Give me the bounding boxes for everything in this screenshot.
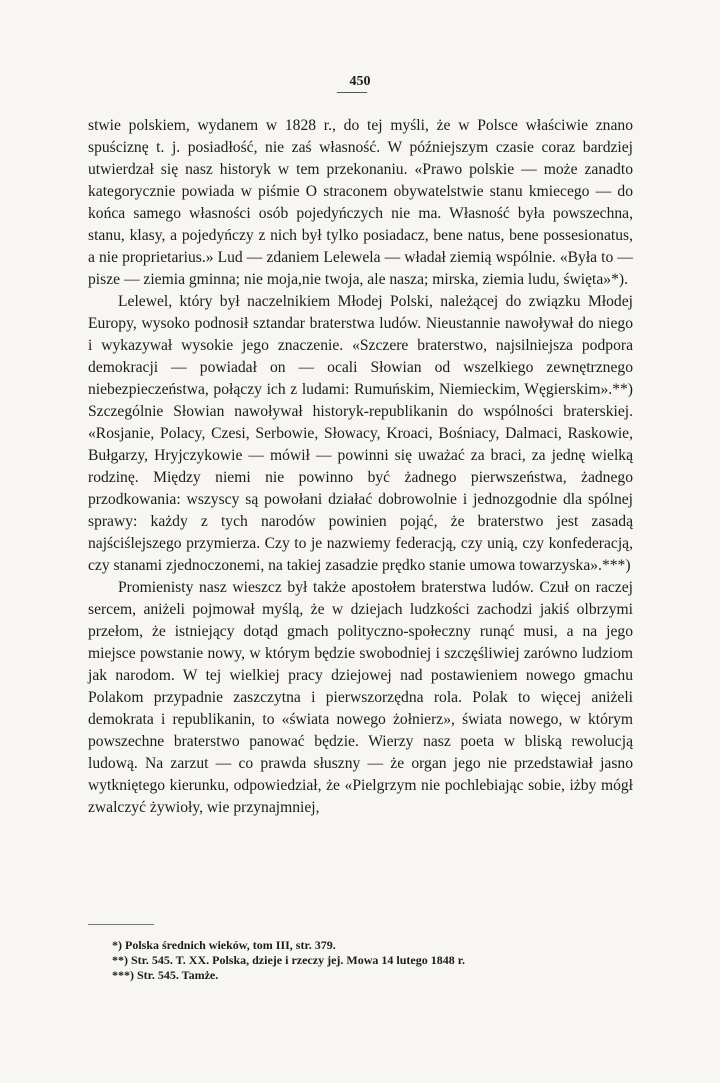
footnote-1: *) Polska średnich wieków, tom III, str. 379.: [112, 938, 336, 952]
paragraph-3: Promienisty nasz wieszcz był także apostołem braterstwa ludów. Czuł on raczej sercem, aniżeli pojmował myślą, że w dziejach ludzkości zachodzi jakiś olbrzymi przełom, że istniejący dotąd gmach polityczno-społeczny runąć musi, a na jego miejsce powstanie nowy, w którym będzie swobodniej i szczęśliwiej zarówno ludziom jak narodom. W tej wielkiej pracy dziejowej nad postawieniem nowego gmachu Polakom przypadnie zaszczytna i pierwszorzędna rola. Polak to więcej aniżeli demokrata i republikanin, to «świata nowego żołnierz», świata nowego, w którym powszechne braterstwo panować będzie. Wierzy nasz poeta w bliską rewolucją ludową. Na zarzut — co prawda słuszny — że organ jego nie przedstawiał jasno wytkniętego kierunku, odpowiedział, że «Pielgrzym nie pochlebiając sobie, iżby mógł zwalczyć żywioły, wie przynajmniej,: [88, 579, 633, 816]
header-rule: [337, 92, 367, 93]
paragraph-1: stwie polskiem, wydanem w 1828 r., do tej myśli, że w Polsce właściwie znano spuściznę t. j. posiadłość, nie zaś własność. W późniejszym czasie coraz bardziej utwierdzał się nasz historyk w tem przekonaniu. «Prawo polskie — może zanadto kategorycznie powiada w piśmie O straconem obywatelstwie stanu kmiecego — do końca samego własności osób pojedyńczych nie ma. Własność była powszechna, stanu, klasy, a pojedyńczy z nich był tylko posiadacz, bene natus, bene possesionatus, a nie proprietarius.» Lud — zdaniem Lelewela — władał ziemią wspólnie. «Była to — pisze — ziemia gminna; nie moja,nie twoja, ale nasza; mirska, ziemia ludu, święta»*).: [88, 117, 633, 288]
footnotes: [112, 938, 612, 983]
footnote-2: **) Str. 545. T. XX. Polska, dzieje i rzeczy jej. Mowa 14 lutego 1848 r.: [112, 953, 465, 967]
footnote-divider: [88, 924, 154, 925]
footnote-3: ***) Str. 545. Tamże.: [112, 968, 219, 982]
paragraph-2: Lelewel, który był naczelnikiem Młodej Polski, należącej do związku Młodej Europy, wysoko podnosił sztandar braterstwa ludów. Nieustannie nawoływał do niego i wykazywał wysokie jego znaczenie. «Szczere braterstwo, najsilniejsza podpora demokracji — powiadał on — ocali Słowian od wszelkiego zewnętrznego niebezpieczeństwa, połączy ich z ludami: Rumuńskim, Niemieckim, Węgierskim».**) Szczególnie Słowian nawoływał historyk-republikanin do wspólności braterskiej. «Rosjanie, Polacy, Czesi, Serbowie, Słowacy, Kroaci, Bośniacy, Dalmaci, Raskowie, Bułgarzy, Hryjczykowie — mówił — powinni się uważać za braci, za jednę wielką rodzinę. Między niemi nie powinno być żadnego pierwszeństwa, żadnego przodkowania: wszyscy są powołani działać dobrowolnie i jednozgodnie dla spólnej sprawy: każdy z tych narodów powinien pojąć, że braterstwo jest zasadą najściślejszego przymierza. Czy to je nazwiemy federacją, czy unią, czy konfederacją, czy stanami zjednoczonemi, na takiej zasadzie prędko stanie umowa towarzyska».***): [88, 293, 633, 574]
page-number: 450: [349, 74, 371, 89]
body-text: [88, 115, 633, 819]
